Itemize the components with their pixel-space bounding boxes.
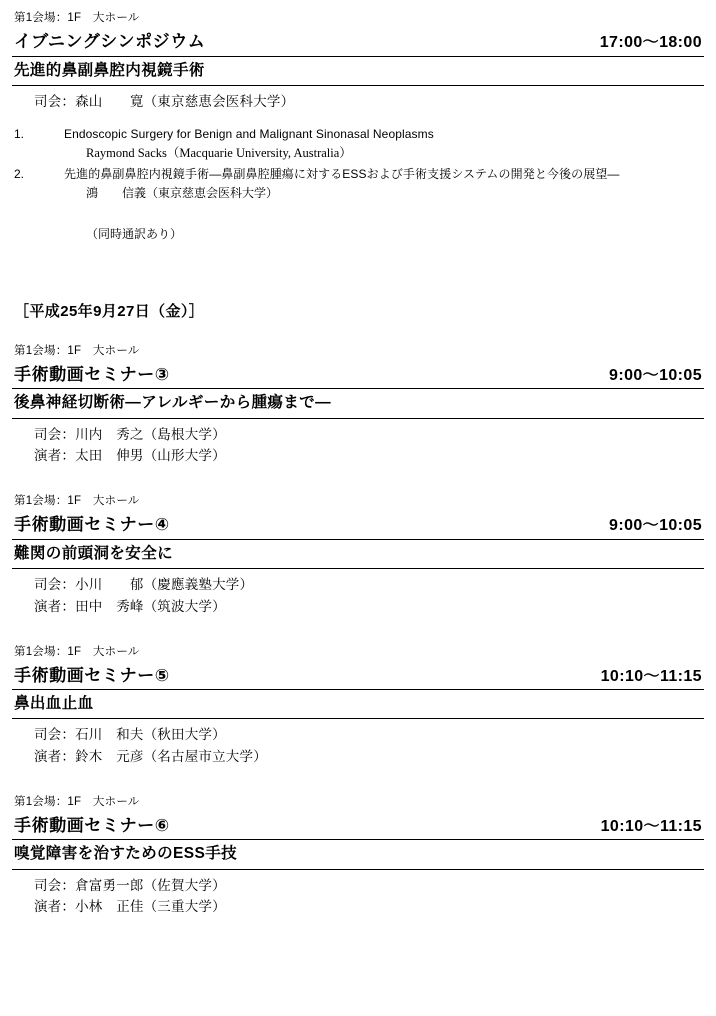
- session-title-row: [12, 663, 704, 690]
- date-heading: ［平成25年9月27日（金）］: [14, 302, 205, 320]
- program-title: 先進的鼻副鼻腔内視鏡手術―鼻副鼻腔腫瘍に対するESSおよび手術支援システムの開発と今後の展望―: [64, 167, 620, 182]
- chairperson: 司会：小川 郁（慶應義塾大学）: [34, 576, 254, 592]
- program-body: [64, 125, 704, 164]
- program-number: 2.: [14, 167, 25, 182]
- session-block: [12, 10, 704, 242]
- chairperson: 司会：倉富勇一郎（佐賀大学）: [34, 877, 226, 893]
- session-subject: 鼻出血止血: [14, 695, 94, 713]
- session-time: 10:10〜11:15: [600, 818, 702, 836]
- speaker: 演者：太田 伸男（山形大学）: [34, 448, 226, 464]
- session-people: [12, 86, 704, 113]
- venue-label: 第1会場：1F 大ホール: [14, 12, 140, 24]
- list-item: [14, 125, 704, 164]
- session-subject-row: [12, 840, 704, 869]
- venue-label: 第1会場：1F 大ホール: [14, 645, 140, 658]
- speaker: 演者：小林 正佳（三重大学）: [34, 899, 226, 915]
- session-name: 手術動画セミナー④: [14, 515, 170, 535]
- session-block: [12, 343, 704, 467]
- session-people: [12, 419, 704, 468]
- chairperson: 司会：森山 寛（東京慈恵会医科大学）: [34, 93, 295, 109]
- program-list: [12, 125, 704, 242]
- session-time: 9:00〜10:05: [609, 367, 702, 385]
- session-name: 手術動画セミナー⑥: [14, 816, 170, 836]
- session-subject-row: [12, 540, 704, 569]
- venue-label: 第1会場：1F 大ホール: [14, 344, 140, 357]
- session-people: [12, 569, 704, 618]
- chairperson: 司会：石川 和夫（秋田大学）: [34, 727, 226, 743]
- program-author: 鴻 信義（東京慈恵会医科大学）: [86, 185, 279, 200]
- session-subject-row: [12, 57, 704, 86]
- speaker: 演者：鈴木 元彦（名古屋市立大学）: [34, 749, 267, 765]
- session-time: 9:00〜10:05: [609, 517, 702, 535]
- venue-label: 第1会場：1F 大ホール: [14, 795, 140, 808]
- session-subject: 先進的鼻副鼻腔内視鏡手術: [14, 61, 205, 79]
- session-subject-row: [12, 690, 704, 719]
- session-subject: 嗅覚障害を治すためのESS手技: [14, 845, 238, 863]
- speaker: 演者：田中 秀峰（筑波大学）: [34, 598, 226, 614]
- session-block: [12, 493, 704, 617]
- list-item: [14, 165, 704, 203]
- session-subject: 後鼻神経切断術―アレルギーから腫瘍まで―: [14, 394, 331, 412]
- program-author: Raymond Sacks（Macquarie University, Australia）: [86, 146, 352, 161]
- program-body: [64, 165, 704, 203]
- session-title-row: [12, 813, 704, 840]
- session-block: [12, 644, 704, 768]
- session-title-row: [12, 29, 704, 56]
- session-name: 手術動画セミナー⑤: [14, 665, 170, 685]
- session-time: 17:00〜18:00: [599, 34, 702, 52]
- program-number: 1.: [14, 126, 25, 141]
- chairperson: 司会：川内 秀之（島根大学）: [34, 426, 226, 442]
- program-title: Endoscopic Surgery for Benign and Malignant Sinonasal Neoplasms: [64, 126, 434, 141]
- session-block: [12, 794, 704, 918]
- session-people: [12, 870, 704, 919]
- session-time: 10:10〜11:15: [600, 667, 702, 685]
- session-subject: 難関の前頭洞を安全に: [14, 544, 174, 562]
- session-title-row: [12, 362, 704, 389]
- venue-label: 第1会場：1F 大ホール: [14, 495, 140, 508]
- session-name: 手術動画セミナー③: [14, 365, 170, 385]
- program-note: （同時通訳あり）: [86, 226, 183, 241]
- session-title-row: [12, 512, 704, 539]
- session-name: イブニングシンポジウム: [14, 32, 206, 52]
- session-subject-row: [12, 389, 704, 418]
- session-people: [12, 719, 704, 768]
